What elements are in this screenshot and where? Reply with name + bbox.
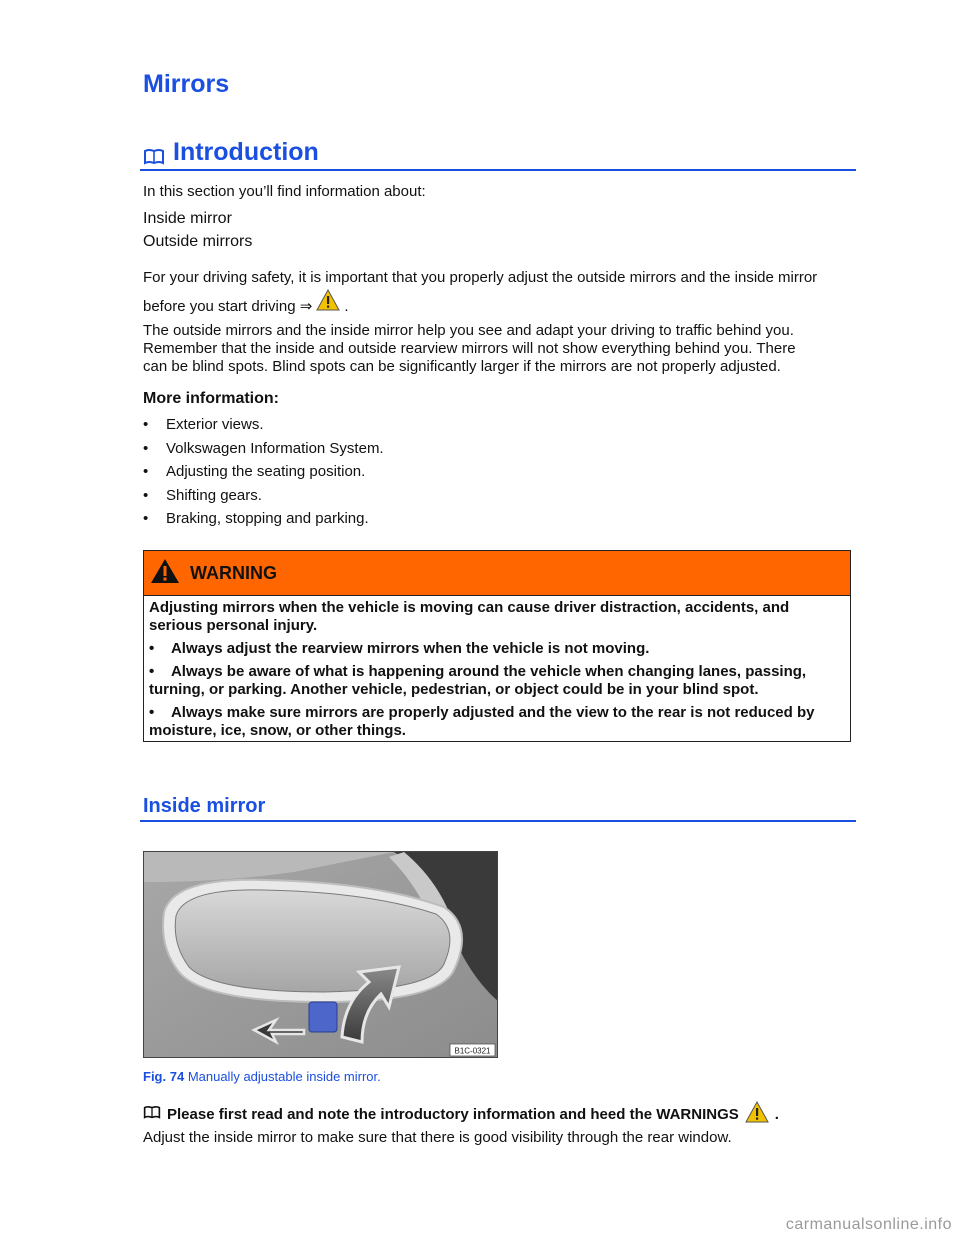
caption-number: Fig. 74	[143, 1069, 185, 1084]
safety-line-2	[143, 289, 349, 316]
warning-body	[144, 596, 850, 740]
intro-rule	[140, 169, 856, 171]
inside-mirror-heading: Inside mirror	[143, 795, 266, 817]
list-item[interactable]: • Volkswagen Information System.	[143, 439, 384, 457]
mirror-para-line-3: can be blind spots. Blind spots can be significantly larger if the mirrors are not properly adjusted.	[143, 358, 781, 375]
safety-line-1: For your driving safety, it is important that you properly adjust the outside mirrors and the inside mirror	[143, 269, 818, 286]
list-item[interactable]: • Adjusting the seating position.	[143, 463, 366, 481]
safety-line-2-text: before you start driving ⇒	[143, 298, 313, 315]
warning-triangle-icon[interactable]	[745, 1101, 769, 1127]
page-title: Mirrors	[143, 70, 230, 98]
note-text: Please first read and note the introductory information and heed the WARNINGS	[167, 1105, 739, 1123]
warning-item: • Always adjust the rearview mirrors when the vehicle is not moving.	[149, 640, 650, 657]
intro-heading	[143, 138, 319, 167]
warning-sign-icon	[150, 558, 180, 589]
warning-header	[144, 551, 850, 596]
list-item[interactable]: • Exterior views.	[143, 416, 264, 434]
caption-text: Manually adjustable inside mirror.	[187, 1069, 381, 1084]
figure-code: B1C-0321	[454, 1046, 491, 1056]
topic-inside-mirror: Inside mirror	[143, 210, 232, 227]
inside-mirror-rule	[140, 820, 856, 822]
intro-note	[143, 1101, 779, 1127]
book-icon	[143, 1105, 161, 1124]
intro-heading-text: Introduction	[173, 138, 319, 166]
watermark: carmanualsonline.info	[785, 1216, 952, 1233]
list-item[interactable]: • Braking, stopping and parking.	[143, 510, 369, 528]
warning-item: • Always make sure mirrors are properly adjusted and the view to the rear is not reduced by moisture, ice, snow, or other things.	[149, 704, 815, 739]
mirror-illustration	[144, 852, 498, 1058]
intro-lead: In this section you’ll find information about:	[143, 183, 426, 200]
figure-caption	[143, 1069, 381, 1084]
mirror-figure	[143, 851, 498, 1058]
warning-label: WARNING	[190, 562, 277, 583]
warning-box	[143, 550, 851, 742]
more-info-list	[143, 413, 384, 531]
topic-outside-mirrors: Outside mirrors	[143, 233, 253, 250]
mirror-para-line-2: Remember that the inside and outside rearview mirrors will not show everything behind you. There	[143, 340, 796, 357]
warning-lead: Adjusting mirrors when the vehicle is moving can cause driver distraction, accidents, and serious personal injury.	[149, 599, 790, 634]
list-item[interactable]: • Shifting gears.	[143, 486, 262, 504]
safety-line-2-end: .	[344, 298, 349, 315]
more-info-heading: More information:	[143, 390, 279, 407]
warning-item: • Always be aware of what is happening around the vehicle when changing lanes, passing, turning, or parking. Another vehicle, pedestrian, or object could be in your blind spot.	[149, 663, 807, 698]
warning-triangle-icon[interactable]	[316, 289, 340, 316]
book-icon	[143, 144, 165, 162]
note-end: .	[774, 1105, 779, 1123]
inside-mirror-body: Adjust the inside mirror to make sure that there is good visibility through the rear window.	[143, 1129, 732, 1146]
mirror-para-line-1: The outside mirrors and the inside mirror help you see and adapt your driving to traffic behind you.	[143, 322, 794, 339]
